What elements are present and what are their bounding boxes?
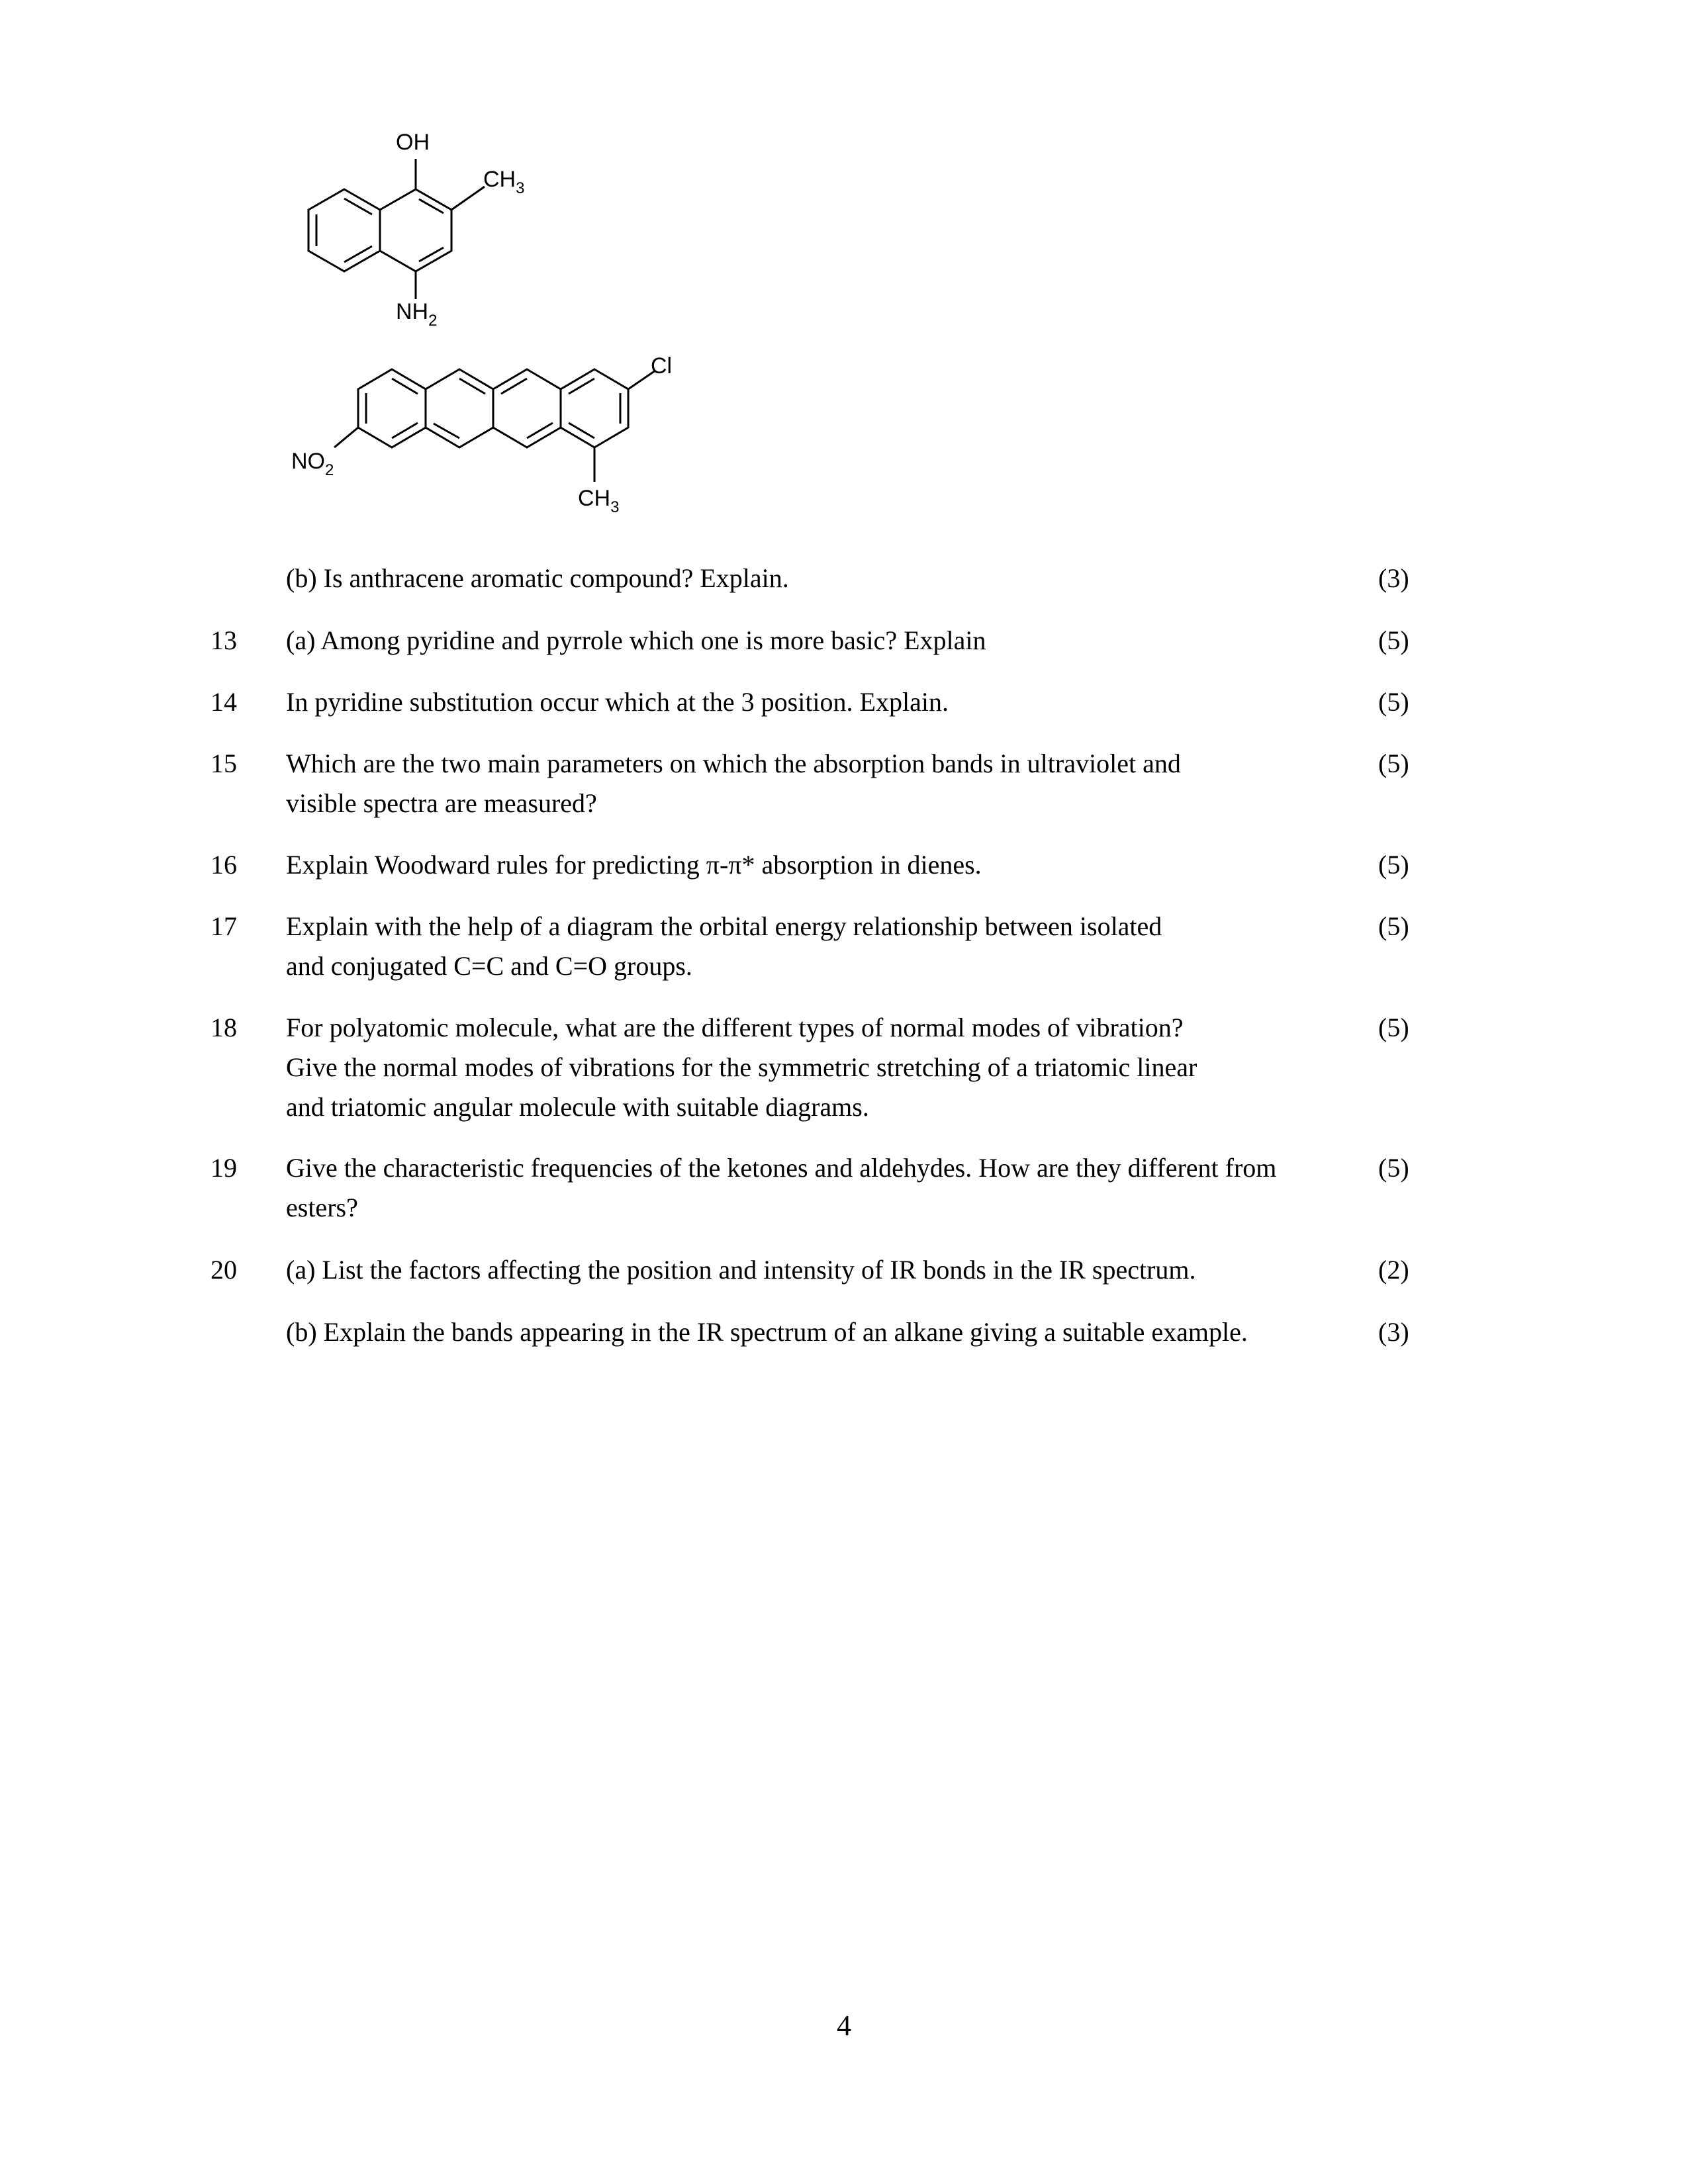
question-marks: (5) — [1378, 1013, 1409, 1042]
question-text: For polyatomic molecule, what are the different types of normal modes of vibration? Give the normal modes of vibrations for the symmetric stretching of a triatomic linear and triatomic angular molecule with suitable diagrams. — [286, 1013, 1197, 1122]
naphthol-structure — [308, 159, 485, 299]
question-marks: (3) — [1378, 1317, 1409, 1347]
question-number: 14 — [211, 687, 237, 717]
question-marks: (5) — [1378, 850, 1409, 880]
cl-label: Cl — [651, 353, 673, 379]
question-text: In pyridine substitution occur which at the 3 position. Explain. — [286, 687, 949, 717]
question-number: 19 — [211, 1153, 237, 1183]
question-number: 13 — [211, 625, 237, 655]
ch3-label-naphthol: $CH_3$ — [483, 167, 525, 197]
question-number: 17 — [211, 911, 237, 941]
naphthol-left-ring — [308, 189, 380, 271]
question-marks: (5) — [1378, 911, 1409, 941]
question-marks: (2) — [1378, 1255, 1409, 1285]
question-marks: (5) — [1378, 687, 1409, 717]
page-number: 4 — [837, 2009, 851, 2042]
question-text: Which are the two main parameters on which the absorption bands in ultraviolet and visible spectra are measured? — [286, 749, 1181, 818]
question-number: 20 — [211, 1255, 237, 1285]
naphthol-right-ring — [380, 189, 451, 271]
question-number: 18 — [211, 1013, 237, 1042]
ch3-label-anthracene: $CH_3$ — [578, 486, 620, 516]
question-text: (b) Explain the bands appearing in the IR spectrum of an alkane giving a suitable example. — [286, 1317, 1248, 1347]
nh2-label: $NH_2$ — [396, 299, 438, 330]
anthracene-ring-1 — [358, 369, 426, 447]
question-marks: (5) — [1378, 1153, 1409, 1183]
question-marks: (5) — [1378, 625, 1409, 655]
question-text: Explain with the help of a diagram the orbital energy relationship between isolated and conjugated C=C and C=O groups. — [286, 911, 1162, 981]
question-marks: (5) — [1378, 749, 1409, 778]
anthracene-ring-4 — [561, 369, 628, 447]
question-text: Explain Woodward rules for predicting π-π* absorption in dienes. — [286, 850, 982, 880]
question-number: 16 — [211, 850, 237, 880]
anthracene-structure — [334, 369, 655, 482]
question-marks: (3) — [1378, 563, 1409, 593]
question-text: Give the characteristic frequencies of the ketones and aldehydes. How are they different from esters? — [286, 1153, 1277, 1222]
structures-svg — [0, 0, 1688, 543]
oh-label: OH — [396, 130, 430, 155]
chemical-structures — [0, 0, 1688, 543]
no2-label: $NO_2$ — [291, 449, 334, 479]
question-number: 15 — [211, 749, 237, 778]
anthracene-ring-2 — [426, 369, 493, 447]
question-text: (b) Is anthracene aromatic compound? Explain. — [286, 563, 789, 593]
question-text: (a) List the factors affecting the position and intensity of IR bonds in the IR spectrum. — [286, 1255, 1196, 1285]
question-text: (a) Among pyridine and pyrrole which one is more basic? Explain — [286, 625, 986, 655]
anthracene-ring-3 — [493, 369, 561, 447]
